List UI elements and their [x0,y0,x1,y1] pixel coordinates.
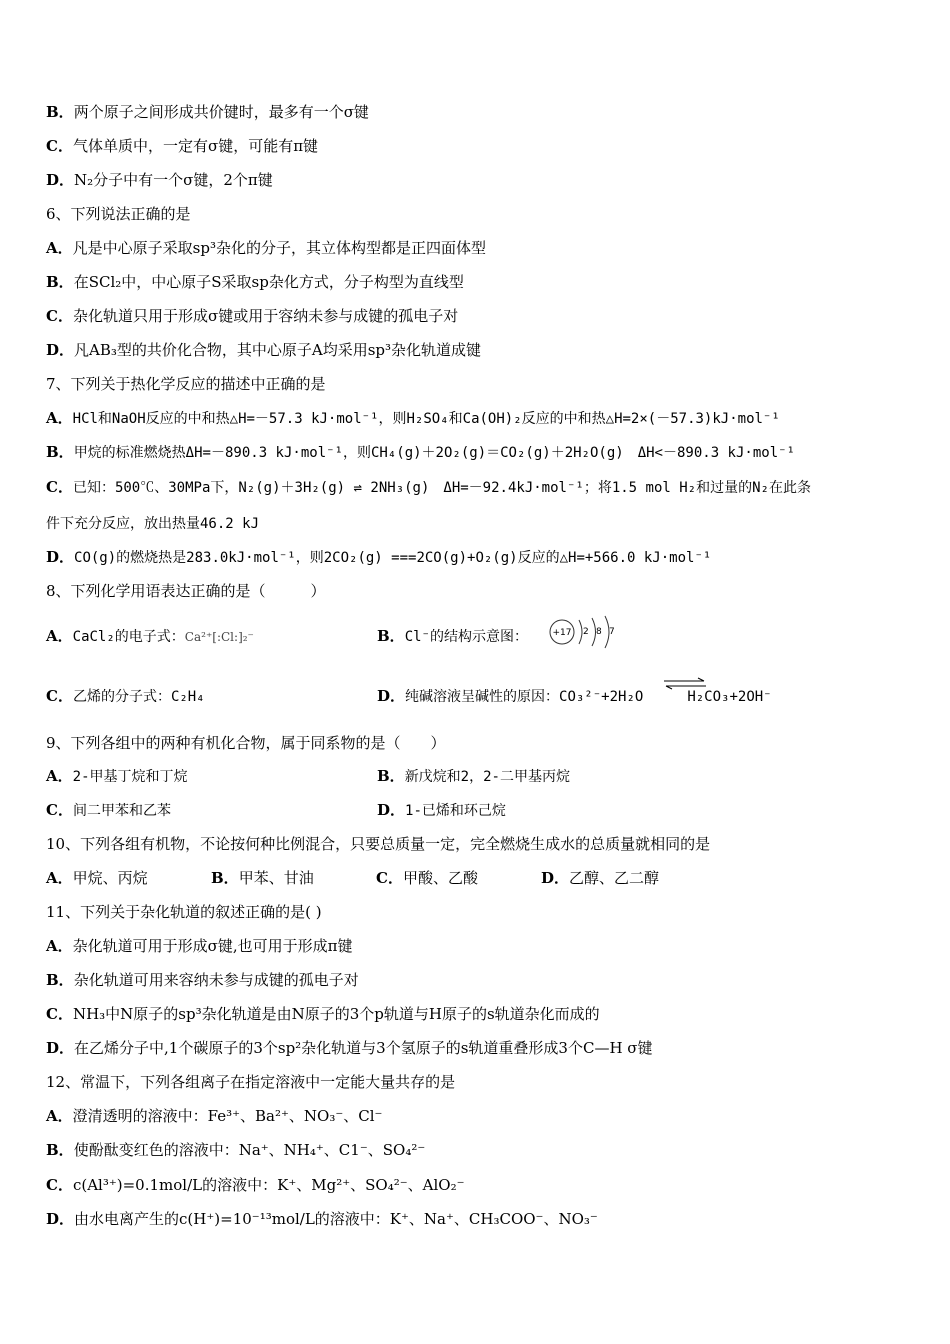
q7-option-b: B．甲烷的标准燃烧热ΔH=－890.3 kJ·mol⁻¹，则CH₄(g)＋2O₂(g)＝CO₂(g)＋2H₂O(g) ΔH<－890.3 kJ·mol⁻¹ [46,443,795,461]
q8-option-c: C．乙烯的分子式：C₂H₄ [46,687,205,705]
q11-option-b: B．杂化轨道可用来容纳未参与成键的孤电子对 [46,971,359,989]
q5-option-b: B．两个原子之间形成共价键时，最多有一个σ键 [46,103,369,121]
q11-stem: 11、下列关于杂化轨道的叙述正确的是( ) [46,903,322,921]
q10-options [46,868,659,888]
q7-stem: 7、下列关于热化学反应的描述中正确的是 [46,375,326,393]
shell-3-count: 7 [609,627,615,637]
shell-1-count: 2 [583,627,589,637]
q6-option-c: C．杂化轨道只用于形成σ键或用于容纳未参与成键的孤电子对 [46,307,459,325]
q8-stem: 8、下列化学用语表达正确的是（ ） [46,582,326,600]
q12-option-a: A．澄清透明的溶液中：Fe³⁺、Ba²⁺、NO₃⁻、Cl⁻ [46,1107,383,1125]
q6-stem: 6、下列说法正确的是 [46,205,191,223]
q6-option-b: B．在SCl₂中，中心原子S采取sp杂化方式，分子构型为直线型 [46,273,464,291]
nucleus-label: +17 [552,628,572,638]
q10-option-a: A．甲烷、丙烷 [46,869,148,887]
q10-stem: 10、下列各组有机物，不论按何种比例混合，只要总质量一定，完全燃烧生成水的总质量就相同的是 [46,835,711,853]
q5-option-c: C．气体单质中，一定有σ键，可能有π键 [46,137,319,155]
q7-option-d: D．CO(g)的燃烧热是283.0kJ·mol⁻¹，则2CO₂(g) ===2CO(g)+O₂(g)反应的△H=+566.0 kJ·mol⁻¹ [46,548,712,566]
electron-formula: Ca²⁺[:Cl:]₂⁻ [184,630,254,644]
q8-option-a: A．CaCl₂的电子式：Ca²⁺[:Cl:]₂⁻ [46,627,254,645]
q9-option-a: A．2-甲基丁烷和丁烷 [46,767,188,785]
q12-option-b: B．使酚酞变红色的溶液中：Na⁺、NH₄⁺、C1⁻、SO₄²⁻ [46,1141,426,1159]
q11-option-d: D．在乙烯分子中,1个碳原子的3个sp²杂化轨道与3个氢原子的s轨道重叠形成3个C—H σ键 [46,1039,653,1057]
q9-option-b: B．新戊烷和2，2-二甲基丙烷 [377,767,570,785]
q8-option-d: D．纯碱溶液呈碱性的原因：CO₃²⁻+2H₂O H₂CO₃+2OH⁻ [377,687,772,705]
shell-2-count: 8 [596,627,602,637]
q10-option-d: D．乙醇、乙二醇 [541,869,660,887]
q7-option-c-cont: 件下充分反应，放出热量46.2 kJ [46,516,260,532]
q6-option-d: D．凡AB₃型的共价化合物，其中心原子A均采用sp³杂化轨道成键 [46,341,482,359]
q12-option-c: C．c(Al³⁺)=0.1mol/L的溶液中：K⁺、Mg²⁺、SO₄²⁻、AlO₂⁻ [46,1176,465,1194]
chloride-structure-diagram [545,614,625,654]
q9-stem: 9、下列各组中的两种有机化合物，属于同系物的是（ ） [46,734,446,752]
q8-option-b: B．Cl⁻的结构示意图： [377,627,528,645]
q7-option-c: C．已知：500℃、30MPa下，N₂(g)＋3H₂(g) ⇌ 2NH₃(g) ΔH=－92.4kJ·mol⁻¹；将1.5 mol H₂和过量的N₂在此条 [46,478,811,496]
equilibrium-arrow-icon [662,677,708,691]
q12-option-d: D．由水电离产生的c(H⁺)=10⁻¹³mol/L的溶液中：K⁺、Na⁺、CH₃COO⁻、NO₃⁻ [46,1210,598,1228]
q10-option-c: C．甲酸、乙酸 [376,869,478,887]
q9-option-d: D．1-已烯和环己烷 [377,801,506,819]
q10-option-b: B．甲苯、甘油 [211,869,314,887]
q11-option-a: A．杂化轨道可用于形成σ键,也可用于形成π键 [46,937,353,955]
q7-option-a: A．HCl和NaOH反应的中和热△H=－57.3 kJ·mol⁻¹，则H₂SO₄和Ca(OH)₂反应的中和热△H=2×(－57.3)kJ·mol⁻¹ [46,409,780,427]
q6-option-a: A．凡是中心原子采取sp³杂化的分子，其立体构型都是正四面体型 [46,239,486,257]
q5-option-d: D．N₂分子中有一个σ键，2个π键 [46,171,273,189]
q11-option-c: C．NH₃中N原子的sp³杂化轨道是由N原子的3个p轨道与H原子的s轨道杂化而成的 [46,1005,600,1023]
q9-option-c: C．间二甲苯和乙苯 [46,801,171,819]
q12-stem: 12、常温下，下列各组离子在指定溶液中一定能大量共存的是 [46,1073,456,1091]
